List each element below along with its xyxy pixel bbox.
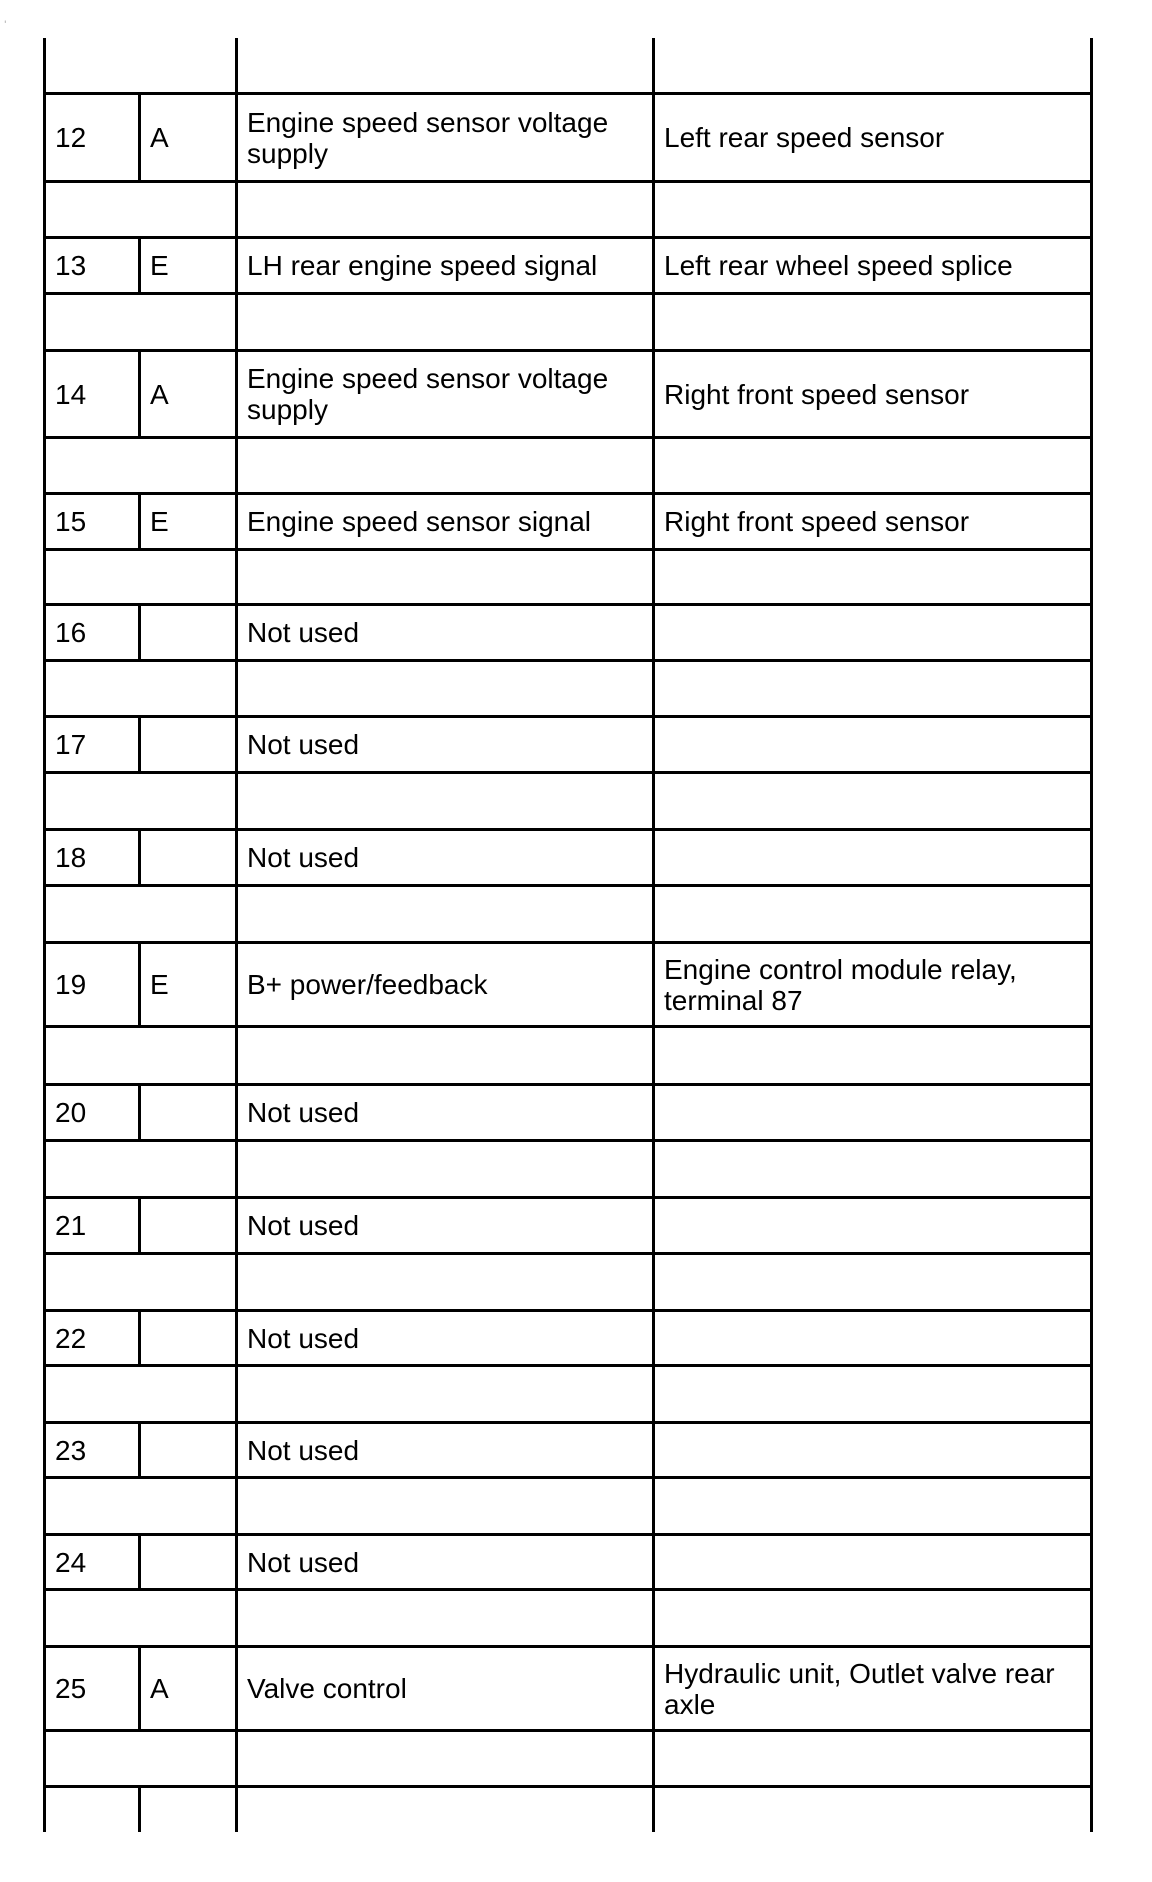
signal-description: Engine speed sensor voltage supply (247, 363, 609, 425)
signal-type (150, 606, 235, 659)
signal-description: Not used (247, 1322, 360, 1354)
scan-mark: ' (4, 20, 7, 30)
signal-description: B+ power/feedback (247, 969, 488, 1000)
row-bottom-rule (43, 436, 1093, 439)
column-divider-type-stub (138, 1785, 141, 1832)
pin-number: 22 (55, 1322, 87, 1354)
row-bottom-rule (43, 1476, 1093, 1479)
row-bottom-rule (43, 292, 1093, 295)
signal-description: Engine speed sensor signal (247, 506, 592, 537)
column-divider-type (138, 236, 141, 292)
pin-number: 15 (55, 506, 87, 537)
signal-type (150, 1424, 235, 1476)
connection-target: Engine control module relay, terminal 87 (664, 953, 1017, 1016)
column-divider-type (138, 1196, 141, 1252)
column-divider-type (138, 715, 141, 771)
row-bottom-rule (43, 180, 1093, 183)
row-bottom-rule (43, 1588, 1093, 1591)
column-divider-type (138, 1533, 141, 1588)
pin-number: 21 (55, 1210, 87, 1241)
connection-target: Left rear speed sensor (664, 122, 945, 153)
signal-type: E (150, 250, 169, 281)
row-bottom-rule (43, 771, 1093, 774)
signal-type: E (150, 969, 169, 1000)
column-divider-type (138, 1309, 141, 1364)
column-divider-connection (652, 38, 655, 1832)
signal-description: Not used (247, 1097, 360, 1128)
connection-target (664, 1086, 1090, 1139)
connection-target (664, 1536, 1090, 1588)
connection-target: Right front speed sensor (664, 506, 970, 537)
row-bottom-rule (43, 1139, 1093, 1142)
column-divider-type (138, 492, 141, 548)
connection-target (664, 1312, 1090, 1364)
row-bottom-rule (43, 659, 1093, 662)
pin-number: 25 (55, 1673, 87, 1704)
signal-description: Not used (247, 1546, 360, 1578)
column-divider-type (138, 1421, 141, 1476)
signal-description: Engine speed sensor voltage supply (247, 106, 609, 169)
signal-type: E (150, 506, 169, 537)
signal-description: LH rear engine speed signal (247, 250, 598, 281)
pin-number: 23 (55, 1434, 87, 1466)
connection-target (664, 718, 1090, 771)
column-divider-type (138, 349, 141, 436)
column-divider-type (138, 92, 141, 180)
signal-description: Not used (247, 617, 360, 648)
signal-type (150, 1086, 235, 1139)
signal-type (150, 718, 235, 771)
signal-type: A (150, 378, 169, 410)
row-bottom-rule (43, 1364, 1093, 1367)
pin-number: 20 (55, 1097, 87, 1128)
pin-number: 18 (55, 842, 87, 873)
column-divider-type (138, 828, 141, 884)
pin-number: 16 (55, 617, 87, 648)
signal-type: A (150, 1673, 169, 1704)
column-divider-type (138, 1645, 141, 1729)
pin-number: 12 (55, 122, 87, 153)
row-bottom-rule (43, 1252, 1093, 1255)
connection-target (664, 831, 1090, 884)
signal-description: Valve control (247, 1673, 407, 1704)
connection-target: Hydraulic unit, Outlet valve rear axle (664, 1657, 1055, 1720)
signal-description: Not used (247, 842, 360, 873)
signal-type: A (150, 122, 169, 153)
connection-target (664, 606, 1090, 659)
row-bottom-rule (43, 548, 1093, 551)
connection-target (664, 1199, 1090, 1252)
connection-target (664, 1424, 1090, 1476)
pin-number: 24 (55, 1546, 87, 1578)
signal-type (150, 1312, 235, 1364)
table-left-border (43, 38, 46, 1832)
signal-type (150, 1199, 235, 1252)
pin-number: 13 (55, 250, 87, 281)
signal-type (150, 1536, 235, 1588)
table-trailing-rule (43, 1785, 1093, 1788)
column-divider-description (235, 38, 238, 1832)
pin-number: 14 (55, 378, 87, 410)
signal-description: Not used (247, 1434, 360, 1466)
signal-description: Not used (247, 729, 360, 760)
connection-target: Left rear wheel speed splice (664, 250, 1013, 281)
table-right-border (1090, 38, 1093, 1832)
row-bottom-rule (43, 884, 1093, 887)
column-divider-type (138, 603, 141, 659)
signal-type (150, 831, 235, 884)
connection-target: Right front speed sensor (664, 378, 970, 410)
signal-description: Not used (247, 1210, 360, 1241)
pin-number: 19 (55, 969, 87, 1000)
row-bottom-rule (43, 1729, 1093, 1732)
row-bottom-rule (43, 1025, 1093, 1028)
pin-number: 17 (55, 729, 87, 760)
column-divider-type (138, 1083, 141, 1139)
column-divider-type (138, 941, 141, 1025)
